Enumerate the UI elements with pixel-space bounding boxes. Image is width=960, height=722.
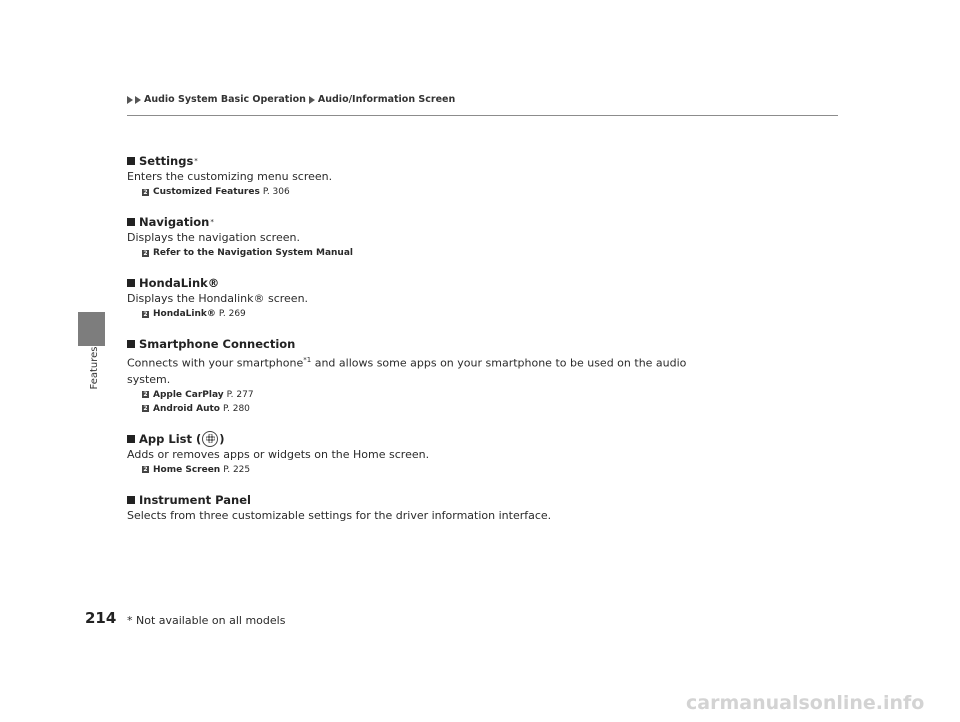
reference-arrow-icon: 2 [143, 391, 148, 399]
section-title: Settings * [127, 153, 687, 169]
cross-reference-link[interactable]: 2 Customized Features P. 306 [143, 187, 290, 197]
section-title: Instrument Panel [127, 492, 687, 508]
section-title: Navigation * [127, 214, 687, 230]
cross-reference-link[interactable]: 2 Apple CarPlay P. 277 [143, 389, 254, 400]
reference-arrow-icon: 2 [143, 405, 148, 413]
triangle-icon [127, 96, 133, 104]
watermark: carmanualsonline.info [686, 692, 925, 714]
section-settings [127, 153, 687, 199]
footnote: * Not available on all models [127, 614, 286, 627]
square-bullet-icon [127, 218, 135, 226]
breadcrumb [127, 94, 455, 105]
page-number: 214 [85, 609, 117, 627]
reference-arrow-icon: 2 [143, 310, 148, 318]
side-tab-label: Features [89, 346, 100, 390]
section-smartphone-connection [127, 336, 687, 416]
cross-reference-link[interactable]: 2 Android Auto P. 280 [143, 403, 250, 414]
section-description: Adds or removes apps or widgets on the Home screen. [127, 447, 430, 461]
section-description: Selects from three customizable settings for the driver information interface. [127, 508, 552, 522]
section-description: Displays the Hondalink® screen. [127, 292, 309, 305]
header-divider [127, 115, 838, 116]
section-navigation [127, 214, 687, 260]
section-description: Enters the customizing menu screen. [127, 170, 333, 183]
reference-arrow-icon: 2 [143, 249, 148, 257]
square-bullet-icon [127, 435, 135, 443]
main-content [127, 153, 687, 539]
reference-arrow-icon: 2 [143, 188, 148, 196]
breadcrumb-item[interactable]: Audio System Basic Operation [144, 94, 306, 105]
section-instrument-panel [127, 492, 687, 524]
section-description: Displays the navigation screen. [127, 231, 300, 244]
cross-reference-link[interactable]: 2 HondaLink® P. 269 [143, 309, 246, 319]
cross-reference-link[interactable]: 2 Home Screen P. 225 [143, 464, 251, 475]
section-title: App List ( ) [127, 431, 687, 447]
breadcrumb-item[interactable]: Audio/Information Screen [317, 94, 456, 105]
section-title: HondaLink® [127, 275, 687, 291]
app-list-icon [202, 431, 218, 447]
cross-reference-link[interactable]: 2 Refer to the Navigation System Manual [143, 248, 353, 258]
section-title: Smartphone Connection [127, 336, 687, 352]
side-tab-marker [78, 312, 105, 346]
square-bullet-icon [127, 157, 135, 165]
triangle-icon [135, 96, 141, 104]
triangle-icon [309, 96, 315, 104]
section-app-list [127, 431, 687, 477]
square-bullet-icon [127, 279, 135, 287]
square-bullet-icon [127, 340, 135, 348]
section-hondalink [127, 275, 687, 321]
reference-arrow-icon: 2 [143, 466, 148, 474]
section-description: Connects with your smartphone$^{*1}$ and allows some apps on your smartphone to be used on the audio system. [127, 356, 687, 386]
square-bullet-icon [127, 496, 135, 504]
